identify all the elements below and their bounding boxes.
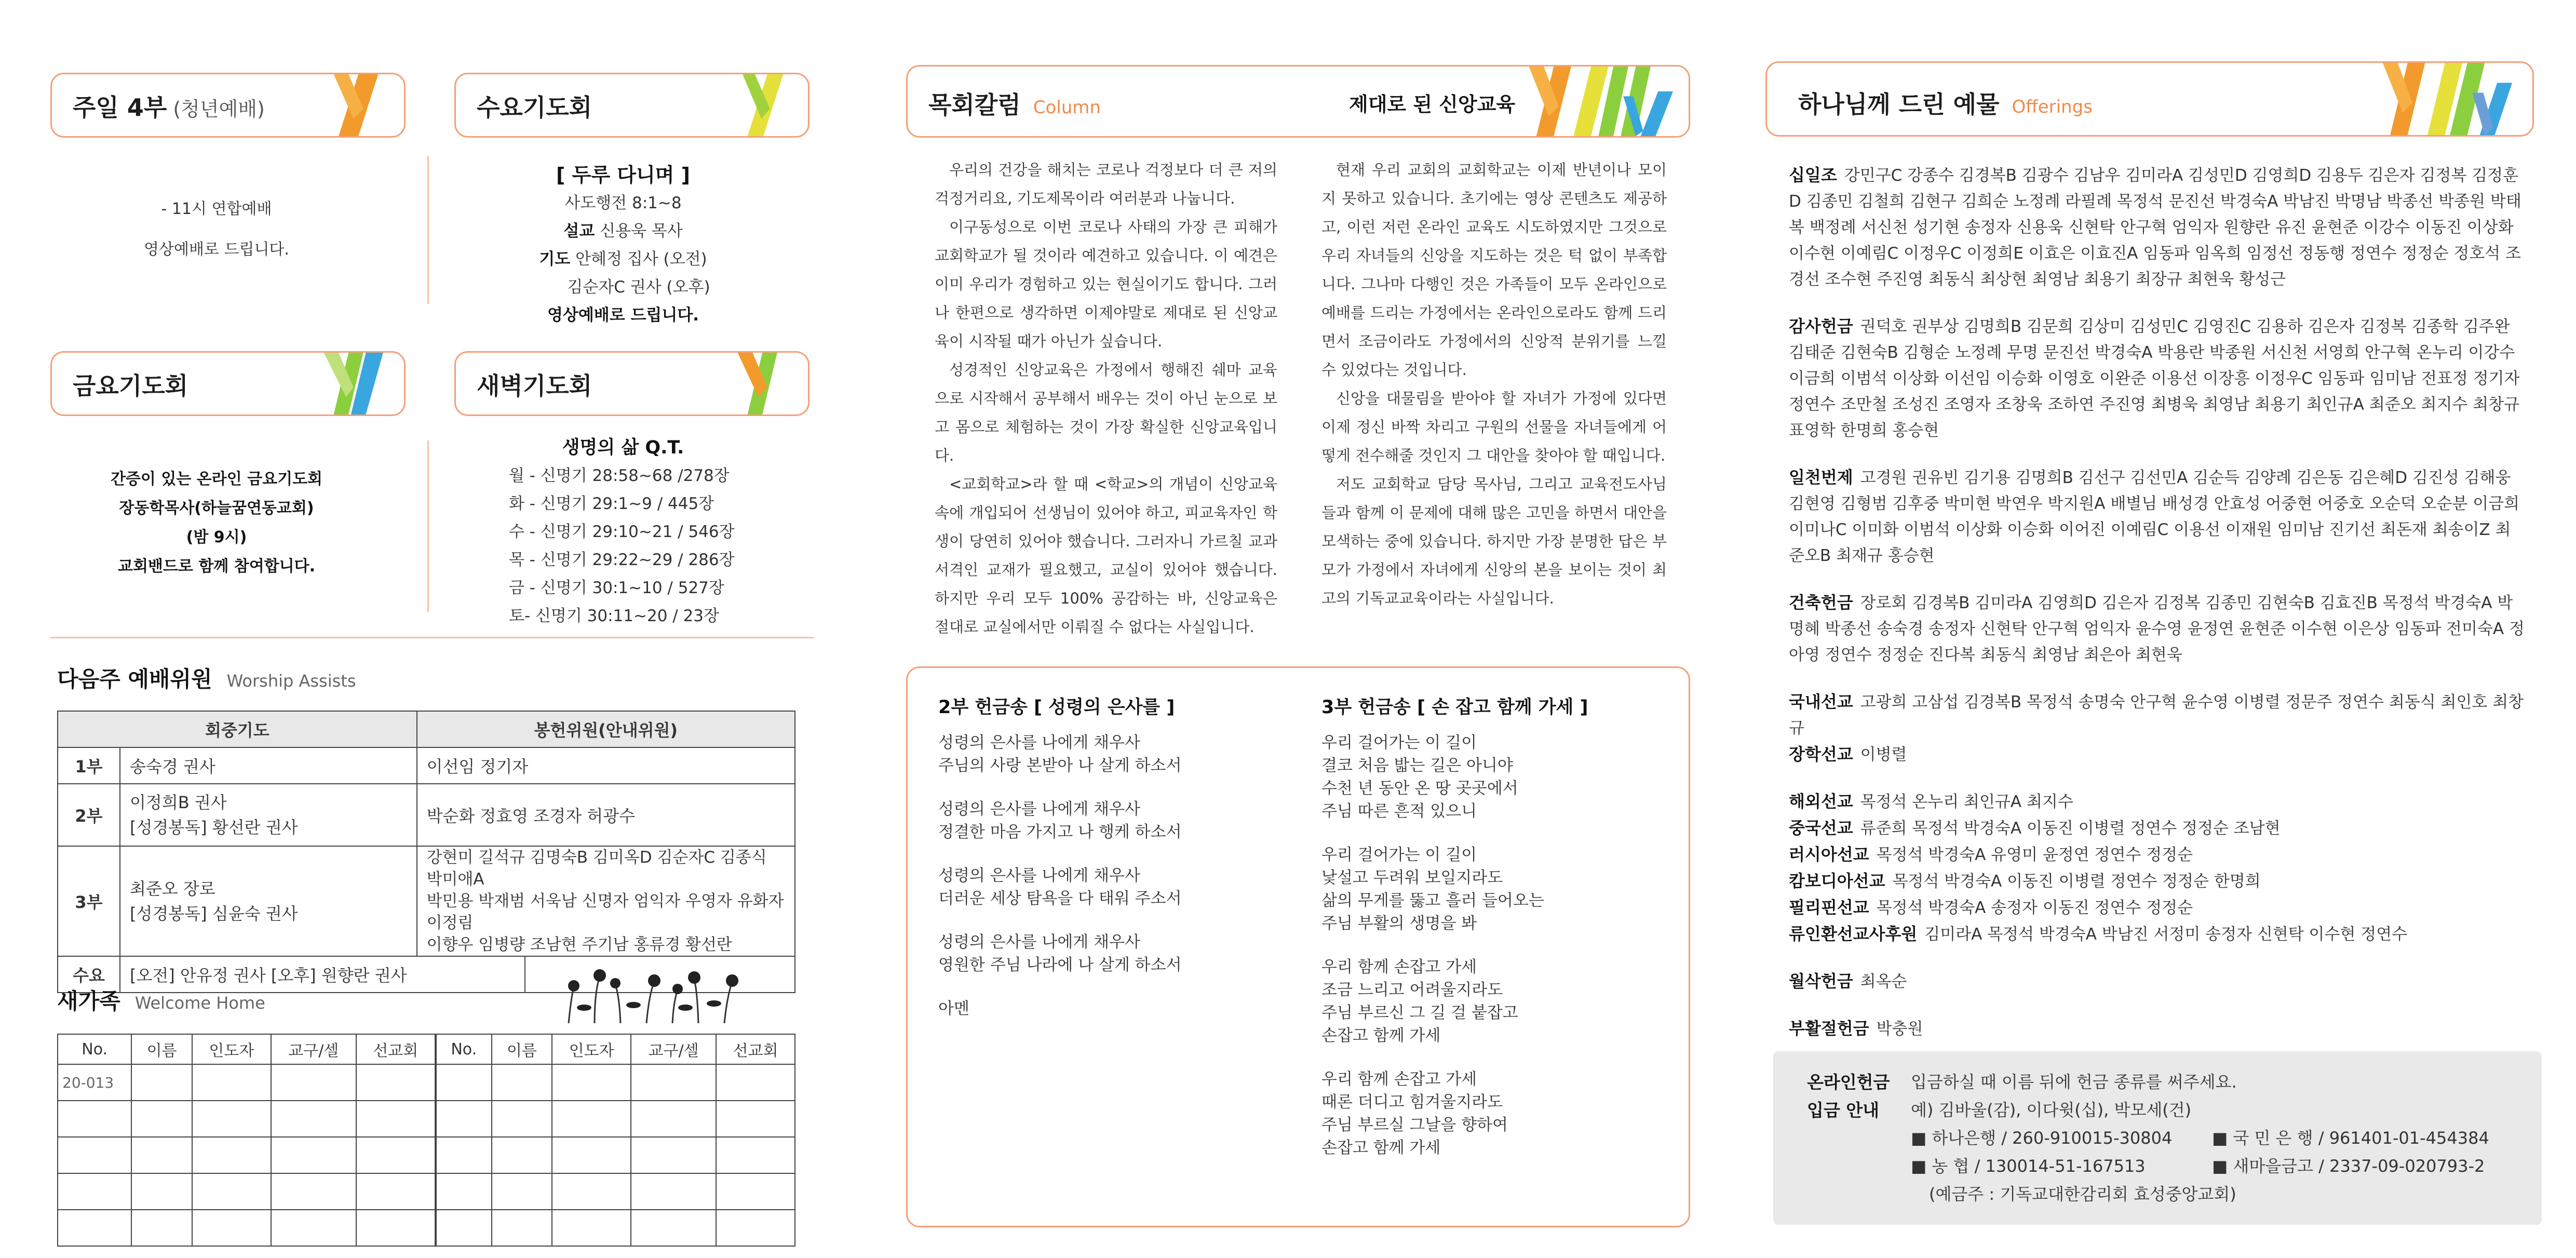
online-offering-box: 온라인헌금 입금 안내 입금하실 때 이름 뒤에 헌금 종류를 써주세요. 예) 김바울(감), 이다윗(십), 박모세(건) ■ 하나은행 / 260-910015-30804 ■ 국 민 은 행 / 961401-01-454384 ■ 농 협 / 130014-51-167513 ■ 새마을금고 / 2337-09-020793-2 (예금주 : 기독교대한감리회 효성중앙교회) — [1773, 1051, 2542, 1225]
wednesday-title: 수요기도회 — [477, 93, 592, 122]
wednesday-header — [454, 73, 810, 138]
column-left: 우리의 건강을 해치는 코로나 걱정보다 더 큰 저의 걱정거리요, 기도제목이라 여러분과 나눕니다. 이구동성으로 이번 코로나 사태의 가장 큰 피해가 교회학교가 될 것이라 예견하고 있습니다. 이 예견은 이미 우리가 경험하고 있는 현실이기도 합니다. 그러나 한편으로 생각하면 이제야말로 제대로 된 신앙교육이 시작될 때가 아닌가 싶습니다. 성경적인 신앙교육은 가정에서 행해진 쉐마 교육으로 시작해서 공부해서 배우는 것이 아닌 눈으로 보고 몸으로 체험하는 것이 가장 확실한 신앙교육입니다. <교회학교>라 할 때 <학교>의 개념이 신앙교육 속에 개입되어 선생님이 있어야 하고, 피교육자인 학생이 당연히 있어야 했습니다. 그러자니 가르칠 교과서격인 교재가 필요했고, 교실이 있어야 했습니다. 하지만 우리 모두 100% 공감하는 바, 신앙교육은 절대로 교실에서만 이뤄질 수 없다는 사실입니다. — [935, 161, 1277, 636]
worship-title: 다음주 예배위원 Worship Assists — [57, 666, 356, 692]
stripe-deco-icon — [726, 74, 804, 136]
dawn-title: 새벽기도회 — [477, 372, 592, 400]
table-row: 수요 [오전] 안유정 권사 [오후] 원향란 권사 — [58, 956, 795, 993]
table-row — [58, 1101, 795, 1137]
wednesday-body: [ 두루 다니며 ] 사도행전 8:1~8 설교 신용욱 목사 기도 안혜정 집사 (오전) 김순자C 권사 (오후) 영상예배로 드립니다. — [539, 164, 710, 325]
account-holder: (예금주 : 기독교대한감리회 효성중앙교회) — [1929, 1184, 2236, 1204]
stripe-deco-icon — [322, 74, 400, 136]
bank-account: ■ 하나은행 / 260-910015-30804 — [1911, 1128, 2173, 1148]
worship-table: 회중기도 봉헌위원(안내위원) 1부 송숙경 권사 이선임 정기자 2부 이정희B 권사 [성경봉독] 황선란 권사 박순화 정효영 조경자 허광수 3부 최준오 장로 [성경봉독] 심윤숙 권사 강현미 길석규 김명숙B 김미옥D 김순자C 김종식 박미애A 박민용 박재범 서욱남 신명자 엄익자 우영자 유화자 이정림 이향우 임병량 조남현 주기남 홍류경 황선란 수요 [오전] 안유정 권사 [오후] 원향란 권사 — [57, 711, 795, 993]
column-right: 현재 우리 교회의 교회학교는 이제 반년이나 모이지 못하고 있습니다. 초기에는 영상 콘텐츠도 제공하고, 이런 저런 온라인 교육도 시도하였지만 그것으로 우리 자녀들의 신앙을 지도하는 것은 턱 없이 부족합니다. 그나마 다행인 것은 가족들이 모두 온라인으로 예배를 드리는 가정에서는 온라인으로라도 함께 드리면서 조금이라도 가정에서의 신앙적 분위기를 느낄 수 있었다는 것입니다. 신앙을 대물림을 받아야 할 자녀가 가정에 있다면 이제 정신 바짝 차리고 구원의 선물을 자녀들에게 어떻게 전수해줄 것인지 그 대안을 찾아야 할 때입니다. 저도 교회학교 담당 목사님, 그리고 교육전도사님들과 함께 이 문제에 대해 많은 고민을 하면서 대안을 모색하는 중에 있습니다. 하지만 가장 분명한 답은 부모가 가정에서 자녀에게 신앙의 본을 보이는 것이 최고의 기독교교육이라는 사실입니다. — [1321, 161, 1667, 607]
hymn-3: 3부 헌금송 [ 손 잡고 함께 가세 ] 우리 걸어가는 이 길이 결코 처음 밟는 길은 아니야 수천 년 동안 온 땅 곳곳에서 주님 따른 흔적 있으니 우리 걸어가는 이 길이 낯설고 두려워 보일지라도 삶의 무게를 뚫고 흘러 들어오는 주님 부활의 생명을 봐 우리 함께 손잡고 가세 조금 느리고 어려울지라도 주님 부르신 그 길 걸 붙잡고 손잡고 함께 가세 우리 함께 손잡고 가세 때론 더디고 힘겨울지라도 주님 부르실 그날을 향하여 손잡고 함께 가세 — [1321, 697, 1588, 1157]
bank-account: ■ 새마을금고 / 2337-09-020793-2 — [2212, 1156, 2485, 1176]
hymn-2: 2부 헌금송 [ 성령의 은사를 ] 성령의 은사를 나에게 채우사 주님의 사랑 본받아 나 살게 하소서 성령의 은사를 나에게 채우사 정결한 마음 가지고 나 행케 하소서 성령의 은사를 나에게 채우사 더러운 세상 탐욕을 다 태워 주소서 성령의 은사를 나에게 채우사 영원한 주님 나라에 나 살게 하소서 아멘 — [938, 697, 1182, 1018]
table-row — [58, 1137, 795, 1173]
divider — [427, 440, 429, 612]
deposit-label: 입금 안내 — [1807, 1100, 1880, 1120]
divider — [427, 156, 429, 304]
newfamily-table: No. 이름 인도자 교구/셀 선교회 No. 이름 인도자 교구/셀 선교회 20-013 — [57, 1034, 795, 1247]
sunday4-body: - 11시 연합예배 영상예배로 드립니다. — [144, 200, 289, 259]
online-label: 온라인헌금 — [1807, 1072, 1890, 1092]
table-row — [58, 1210, 795, 1246]
bank-account: ■ 농 협 / 130014-51-167513 — [1911, 1156, 2146, 1176]
stripe-deco-icon — [317, 353, 405, 414]
divider — [50, 637, 814, 638]
stripe-deco-icon — [1520, 66, 1687, 136]
sunday4-title: 주일 4부 (청년예배) — [73, 93, 265, 122]
column-header — [906, 65, 1690, 138]
offerings-header — [1765, 61, 2534, 137]
column-subject: 제대로 된 신앙교육 — [1349, 93, 1516, 116]
offerings-list: 십일조 강민구C 강종수 김경복B 김광수 김남우 김미라A 김성민D 김영희D 김용두 김은자 김정복 김정훈D 김종민 김철희 김현구 김희순 노정례 라필례 목정석 문진선 박경숙A 박남진 박명남 박종선 박종원 박태복 백정례 서신천 성기현 송정자 신용욱 신현탁 안구혁 엄익자 원향란 유진 윤현준 이강수 이동진 이상화 이수현 이예림C 이정우C 이정희E 이효은 이효진A 임동파 임옥희 임정선 정동행 정연수 정정순 정호석 조경선 조수현 주진영 최동식 최상현 최영남 최용기 최장규 최현욱 황성근 감사헌금 권덕호 권부상 김명희B 김문희 김상미 김성민C 김영진C 김용하 김은자 김정복 김종학 김주완 김태준 김현숙B 김형순 노정례 무명 문진선 박경숙A 박용란 박종원 서신천 서영희 안구혁 온누리 이강수 이금희 이범석 이상화 이선임 이승화 이영호 이완준 이용선 이장흥 이정우C 임동파 임미남 전표정 정기자 정연수 조만철 조성진 조영자 조창욱 조하연 주진영 최병욱 최영남 최용기 최인규A 최준오 최지수 최창규 표영학 한명희 홍승현 일천번제 고경원 권유빈 김기용 김명희B 김선구 김선민A 김순득 김양례 김은동 김은혜D 김진성 김해웅 김현영 김형범 김후중 박미현 박연우 박지원A 배별님 배성경 안효성 어중현 어중호 오순덕 오순분 이금희 이미나C 이미화 이범석 이상화 이승화 이어진 이예림C 이용선 이재원 임미남 진기선 최돈재 최송이Z 최준오B 최재규 홍승현 건축헌금 장로회 김경복B 김미라A 김영희D 김은자 김정복 김종민 김현숙B 김효진B 목정석 박경숙A 박명혜 박종선 송숙경 송정자 신현탁 안구혁 엄익자 윤수영 윤정연 윤현준 이수현 이은상 임동파 전미숙A 정아영 정연수 정정순 진다복 최동식 최영남 최은아 최현욱 국내선교 고광희 고삼섭 김경복B 목정석 송명숙 안구혁 윤수영 이병렬 정문주 정연수 최동식 최인호 최창규 장학선교 이병렬 해외선교 목정석 온누리 최인규A 최지수 중국선교 류준희 목정석 박경숙A 이동진 이병렬 정연수 정정순 조남현 러시아선교 목정석 박경숙A 유영미 윤정연 정연수 정정순 캄보디아선교 목정석 박경숙A 이동진 이병렬 정연수 정정순 한명희 필리핀선교 목정석 박경숙A 송정자 이동진 정연수 정정순 류인환선교사후원 김미라A 목정석 박경숙A 박남진 서정미 송정자 신현탁 이수현 정연수 월삭헌금 최옥순 부활절헌금 박충원 — [1789, 165, 2525, 1038]
stripe-deco-icon — [2375, 63, 2530, 135]
table-row: 3부 최준오 장로 [성경봉독] 심윤숙 권사 강현미 길석규 김명숙B 김미옥D 김순자C 김종식 박미애A 박민용 박재범 서욱남 신명자 엄익자 우영자 유화자 이정림 이향우 임병량 조남현 주기남 홍류경 황선란 — [58, 846, 795, 956]
table-row: 2부 이정희B 권사 [성경봉독] 황선란 권사 박순화 정효영 조경자 허광수 — [58, 784, 795, 846]
dawn-header — [454, 351, 810, 416]
newfamily-title: 새가족 Welcome Home — [57, 988, 265, 1014]
table-row — [58, 1173, 795, 1210]
offerings-title: 하나님께 드린 예물 Offerings — [1798, 90, 2093, 118]
table-row: 20-013 — [58, 1064, 795, 1101]
friday-title: 금요기도회 — [73, 372, 188, 400]
friday-body: 간증이 있는 온라인 금요기도회 장동학목사(하늘꿈연동교회) (밤 9시) 교회밴드로 함께 참여합니다. — [110, 470, 323, 576]
flowers-icon — [558, 966, 750, 1023]
dawn-body: 생명의 삶 Q.T. 월 - 신명기 28:58~68 /278장 화 - 신명기 29:1~9 / 445장 수 - 신명기 29:10~21 / 546장 목 - 신명기 29:22~29 / 286장 금 - 신명기 30:1~10 / 527장 토- 신명기 30:11~20 / 23장 — [509, 437, 735, 625]
friday-header — [50, 351, 406, 416]
column-title: 목회칼럼 Column — [928, 91, 1101, 119]
bank-account: ■ 국 민 은 행 / 961401-01-454384 — [2212, 1128, 2489, 1148]
sunday4-header — [50, 73, 406, 138]
table-row: 1부 송숙경 권사 이선임 정기자 — [58, 747, 795, 784]
stripe-deco-icon — [726, 353, 804, 414]
